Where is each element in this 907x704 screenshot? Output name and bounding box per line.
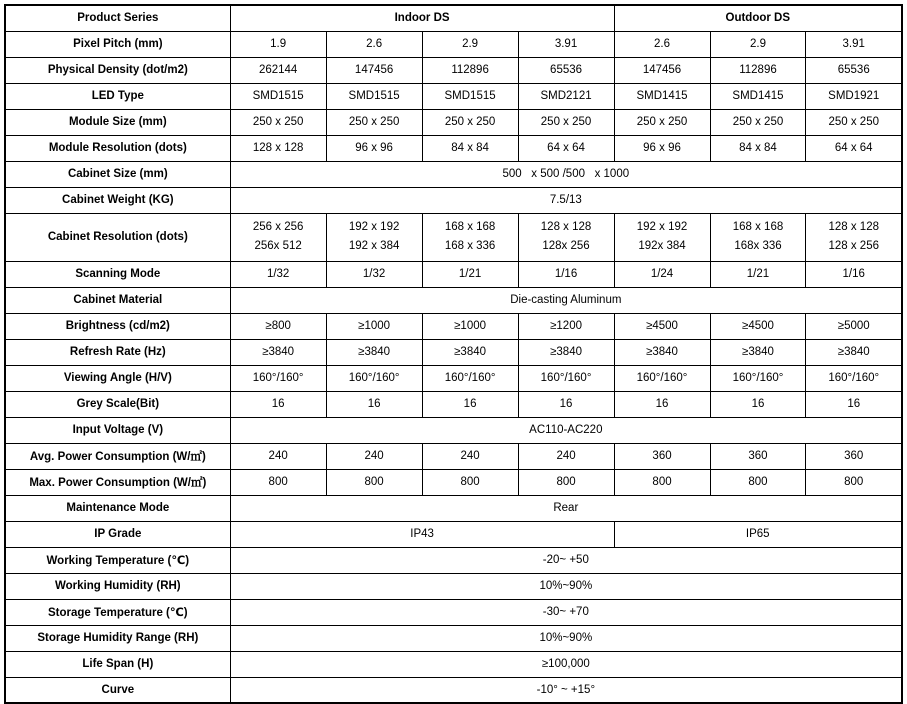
table-row	[5, 31, 902, 57]
row-label: Module Size (mm)	[5, 109, 230, 135]
row-label: Working Humidity (RH)	[5, 573, 230, 599]
row-label: Working Temperature (℃)	[5, 547, 230, 573]
row-label: Grey Scale(Bit)	[5, 391, 230, 417]
spec-cell-span: Die-casting Aluminum	[230, 287, 902, 313]
spec-cell-twoline	[614, 213, 710, 261]
spec-cell-line: 192 x 384	[348, 240, 400, 252]
spec-cell: 800	[518, 469, 614, 495]
spec-cell-span: 10%~90%	[230, 573, 902, 599]
row-label: Max. Power Consumption (W/㎡)	[5, 469, 230, 495]
spec-cell-line: 168 x 168	[444, 221, 496, 233]
spec-cell: 240	[326, 443, 422, 469]
table-row	[5, 677, 902, 703]
spec-cell: 84 x 84	[710, 135, 806, 161]
spec-cell: ≥1000	[422, 313, 518, 339]
row-label: Storage Humidity Range (RH)	[5, 625, 230, 651]
table-row	[5, 417, 902, 443]
spec-cell: 250 x 250	[806, 109, 902, 135]
spec-cell: 800	[326, 469, 422, 495]
row-label: Pixel Pitch (mm)	[5, 31, 230, 57]
spec-cell: 800	[230, 469, 326, 495]
column-group-indoor-ds: Indoor DS	[230, 5, 614, 31]
row-label: Refresh Rate (Hz)	[5, 339, 230, 365]
row-label: Input Voltage (V)	[5, 417, 230, 443]
table-row	[5, 625, 902, 651]
spec-cell: 84 x 84	[422, 135, 518, 161]
spec-cell-span: -30~ +70	[230, 599, 902, 625]
spec-cell: 1/16	[806, 261, 902, 287]
spec-cell: 2.6	[326, 31, 422, 57]
spec-cell: 1/21	[422, 261, 518, 287]
spec-cell: 112896	[422, 57, 518, 83]
spec-cell-span: -10° ~ +15°	[230, 677, 902, 703]
spec-cell: 16	[230, 391, 326, 417]
column-group-outdoor-ds: Outdoor DS	[614, 5, 902, 31]
table-row	[5, 365, 902, 391]
spec-cell: 147456	[326, 57, 422, 83]
spec-cell: 128 x 128	[230, 135, 326, 161]
row-label: LED Type	[5, 83, 230, 109]
row-label: Cabinet Weight (KG)	[5, 187, 230, 213]
table-row	[5, 599, 902, 625]
spec-cell-line: 128 x 256	[828, 240, 879, 252]
spec-cell: 16	[806, 391, 902, 417]
table-row	[5, 109, 902, 135]
header-label: Product Series	[5, 5, 230, 31]
table-row	[5, 187, 902, 213]
row-label: IP Grade	[5, 521, 230, 547]
spec-cell: 240	[518, 443, 614, 469]
spec-cell-span: 7.5/13	[230, 187, 902, 213]
row-label: Curve	[5, 677, 230, 703]
spec-cell: 250 x 250	[518, 109, 614, 135]
spec-cell: ≥5000	[806, 313, 902, 339]
table-header-row	[5, 5, 902, 31]
spec-cell: 160°/160°	[326, 365, 422, 391]
spec-cell-line: 128 x 128	[828, 221, 879, 233]
table-row	[5, 161, 902, 187]
table-row	[5, 339, 902, 365]
spec-cell: SMD1921	[806, 83, 902, 109]
row-label: Physical Density (dot/m2)	[5, 57, 230, 83]
spec-cell: 65536	[518, 57, 614, 83]
spec-cell-span: AC110-AC220	[230, 417, 902, 443]
spec-cell: 16	[710, 391, 806, 417]
spec-cell: 3.91	[518, 31, 614, 57]
table-row	[5, 651, 902, 677]
spec-cell: 1/32	[326, 261, 422, 287]
spec-cell-line: 256x 512	[254, 240, 302, 252]
spec-cell-line: 128x 256	[542, 240, 590, 252]
spec-cell: ≥3840	[806, 339, 902, 365]
spec-cell: 16	[326, 391, 422, 417]
spec-cell-twoline	[326, 213, 422, 261]
spec-cell: SMD1515	[422, 83, 518, 109]
spec-cell: 96 x 96	[614, 135, 710, 161]
spec-cell: ≥3840	[422, 339, 518, 365]
spec-cell-span: 500 x 500 /500 x 1000	[230, 161, 902, 187]
spec-cell: 2.9	[710, 31, 806, 57]
spec-cell: 800	[614, 469, 710, 495]
spec-cell: 2.6	[614, 31, 710, 57]
spec-cell-span: IP65	[614, 521, 902, 547]
spec-cell: 1.9	[230, 31, 326, 57]
spec-cell: 250 x 250	[614, 109, 710, 135]
spec-cell: 360	[806, 443, 902, 469]
spec-cell: 250 x 250	[422, 109, 518, 135]
spec-cell-line: 168 x 168	[732, 221, 784, 233]
spec-cell-span: 10%~90%	[230, 625, 902, 651]
spec-cell: 64 x 64	[518, 135, 614, 161]
table-row	[5, 57, 902, 83]
spec-cell: SMD1415	[710, 83, 806, 109]
row-label: Scanning Mode	[5, 261, 230, 287]
spec-cell-twoline	[806, 213, 902, 261]
spec-cell-span: ≥100,000	[230, 651, 902, 677]
spec-cell: 64 x 64	[806, 135, 902, 161]
spec-cell: 1/24	[614, 261, 710, 287]
spec-cell: SMD1415	[614, 83, 710, 109]
row-label: Maintenance Mode	[5, 495, 230, 521]
spec-cell-line: 168x 336	[734, 240, 782, 252]
spec-cell: 160°/160°	[614, 365, 710, 391]
spec-cell: 160°/160°	[422, 365, 518, 391]
spec-cell-twoline	[422, 213, 518, 261]
table-row	[5, 83, 902, 109]
spec-cell: 250 x 250	[710, 109, 806, 135]
spec-cell: 1/21	[710, 261, 806, 287]
table-row	[5, 135, 902, 161]
spec-cell-line: 192 x 192	[348, 221, 400, 233]
spec-cell: SMD2121	[518, 83, 614, 109]
spec-cell: 16	[422, 391, 518, 417]
spec-cell: 800	[710, 469, 806, 495]
spec-cell: ≥4500	[710, 313, 806, 339]
spec-cell: 262144	[230, 57, 326, 83]
spec-cell: 96 x 96	[326, 135, 422, 161]
spec-cell: 3.91	[806, 31, 902, 57]
spec-cell-line: 192 x 192	[636, 221, 688, 233]
spec-cell: 240	[230, 443, 326, 469]
spec-cell: ≥1200	[518, 313, 614, 339]
spec-cell: SMD1515	[230, 83, 326, 109]
spec-cell: ≥1000	[326, 313, 422, 339]
table-row	[5, 469, 902, 495]
spec-cell-line: 192x 384	[638, 240, 686, 252]
spec-cell-span: IP43	[230, 521, 614, 547]
spec-cell: 1/16	[518, 261, 614, 287]
spec-cell: 16	[614, 391, 710, 417]
spec-cell: 112896	[710, 57, 806, 83]
spec-cell: 250 x 250	[326, 109, 422, 135]
spec-cell-line: 168 x 336	[444, 240, 496, 252]
spec-cell-line: 128 x 128	[540, 221, 592, 233]
table-row	[5, 313, 902, 339]
spec-cell: SMD1515	[326, 83, 422, 109]
spec-cell: 160°/160°	[710, 365, 806, 391]
row-label: Viewing Angle (H/V)	[5, 365, 230, 391]
spec-cell: 160°/160°	[230, 365, 326, 391]
table-row	[5, 573, 902, 599]
spec-cell-line: 256 x 256	[252, 221, 304, 233]
spec-cell: 147456	[614, 57, 710, 83]
table-row	[5, 521, 902, 547]
row-label: Cabinet Resolution (dots)	[5, 213, 230, 261]
spec-cell: 250 x 250	[230, 109, 326, 135]
spec-cell: ≥3840	[518, 339, 614, 365]
spec-cell: 360	[614, 443, 710, 469]
spec-cell: ≥3840	[614, 339, 710, 365]
table-row	[5, 261, 902, 287]
spec-cell: 240	[422, 443, 518, 469]
table-row	[5, 391, 902, 417]
spec-cell: ≥3840	[710, 339, 806, 365]
row-label: Life Span (H)	[5, 651, 230, 677]
table-row	[5, 443, 902, 469]
table-row	[5, 547, 902, 573]
spec-cell-span: Rear	[230, 495, 902, 521]
spec-cell-span: -20~ +50	[230, 547, 902, 573]
table-row	[5, 287, 902, 313]
table-row	[5, 495, 902, 521]
spec-cell: 160°/160°	[806, 365, 902, 391]
spec-cell: 1/32	[230, 261, 326, 287]
row-label: Cabinet Material	[5, 287, 230, 313]
spec-cell: ≥3840	[230, 339, 326, 365]
spec-cell: 360	[710, 443, 806, 469]
spec-cell: 160°/160°	[518, 365, 614, 391]
spec-cell: 2.9	[422, 31, 518, 57]
spec-cell: 800	[806, 469, 902, 495]
spec-table	[4, 4, 903, 704]
row-label: Avg. Power Consumption (W/㎡)	[5, 443, 230, 469]
spec-cell-twoline	[230, 213, 326, 261]
row-label: Brightness (cd/m2)	[5, 313, 230, 339]
table-row	[5, 213, 902, 261]
spec-cell: 65536	[806, 57, 902, 83]
spec-cell: 16	[518, 391, 614, 417]
spec-cell: ≥4500	[614, 313, 710, 339]
spec-cell: ≥3840	[326, 339, 422, 365]
spec-cell: 800	[422, 469, 518, 495]
row-label: Cabinet Size (mm)	[5, 161, 230, 187]
spec-cell: ≥800	[230, 313, 326, 339]
spec-cell-twoline	[710, 213, 806, 261]
row-label: Module Resolution (dots)	[5, 135, 230, 161]
row-label: Storage Temperature (℃)	[5, 599, 230, 625]
spec-cell-twoline	[518, 213, 614, 261]
spec-sheet	[4, 4, 903, 704]
